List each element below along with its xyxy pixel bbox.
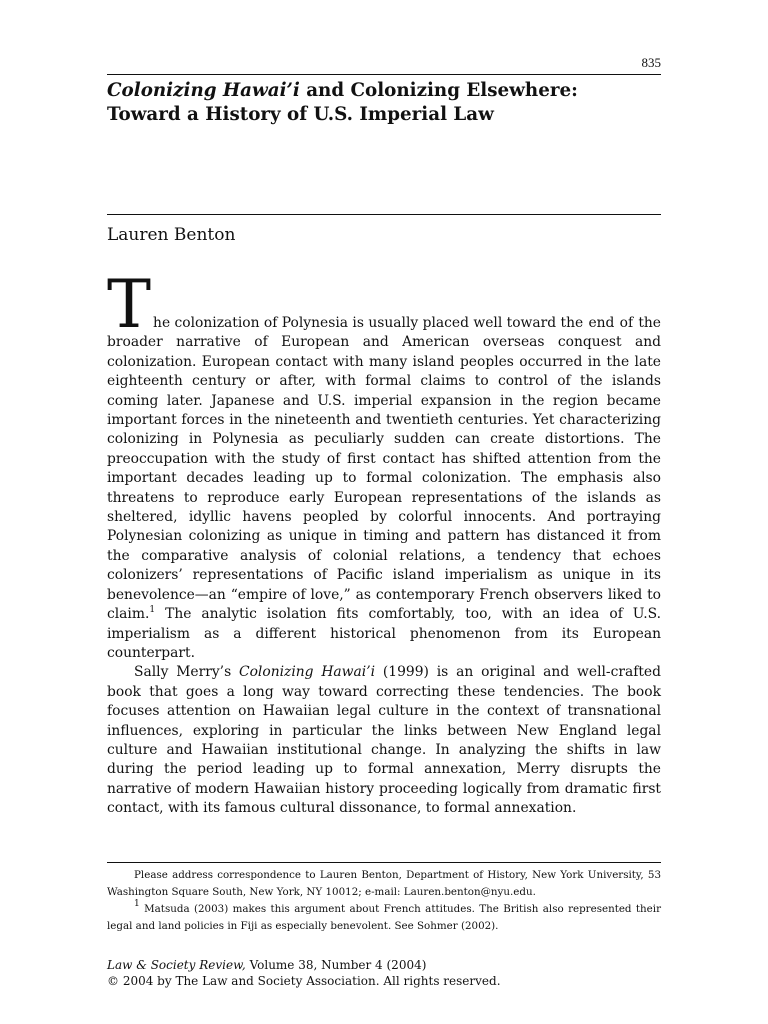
footnote-rule xyxy=(107,862,661,863)
title-rule xyxy=(107,214,661,215)
title-line-2: Toward a History of U.S. Imperial Law xyxy=(107,104,494,125)
paragraph-2 xyxy=(107,663,661,818)
paragraph-2-text: (1999) is an original and well-crafted book that goes a long way toward correcting these tendencies. The book focuses attention on Hawaiian legal culture in the context of transnational influences, exploring in particular the links between New England legal culture and Hawaiian institutional change. In analyzing the shifts in law during the period leading up to formal annexation, Merry disrupts the narrative of modern Hawaiian history proceeding logically from dramatic first contact, with its famous cultural dissonance, to formal annexation. xyxy=(107,664,661,817)
page-number: 835 xyxy=(641,55,661,70)
footnote-1-text: Matsuda (2003) makes this argument about French attitudes. The British also represented their legal and land policies in Fiji as especially benevolent. See Sohmer (2002). xyxy=(107,903,661,932)
journal-volume: Volume 38, Number 4 (2004) xyxy=(245,958,427,972)
book-title: Colonizing Hawai’i xyxy=(239,664,376,681)
header-rule xyxy=(107,74,661,75)
paragraph-2-lead: Sally Merry’s xyxy=(134,664,239,681)
journal-name: Law & Society Review, xyxy=(107,958,246,972)
footnote-1 xyxy=(107,901,661,935)
title-rest: and Colonizing Elsewhere: xyxy=(299,80,578,101)
journal-info xyxy=(107,957,667,989)
drop-cap: T xyxy=(107,266,152,343)
footnotes xyxy=(107,867,661,935)
journal-citation xyxy=(107,957,667,973)
article-title xyxy=(107,79,667,127)
footnote-1-number: 1 xyxy=(134,899,140,909)
footnote-ref-1[interactable]: 1 xyxy=(149,605,156,616)
copyright-line: © 2004 by The Law and Society Association. All rights reserved. xyxy=(107,974,501,988)
article-body xyxy=(107,266,661,819)
author-name: Lauren Benton xyxy=(107,225,236,245)
paragraph-1 xyxy=(107,266,661,663)
paragraph-1-tail: The analytic isolation fits comfortably, too, with an idea of U.S. imperialism as a different historical phenomenon from its European counterpart. xyxy=(107,606,661,661)
correspondence-note: Please address correspondence to Lauren Benton, Department of History, New York University, 53 Washington Square South, New York, NY 10012; e-mail: Lauren.benton@nyu.edu. xyxy=(107,869,661,898)
title-italic-part: Colonizing Hawai’i xyxy=(107,80,300,101)
paragraph-1-text: end of the broader narrative of European and American overseas conquest and colonization. European contact with many island peoples occurred in the late eighteenth century or after, with formal claims to control of the islands coming later. Japanese and U.S. imperial expansion in the region became important forces in the nineteenth and twentieth centuries. Yet characterizing colonizing in Polynesia as peculiarly sudden can create distortions. The preoccupation with the study of first contact has shifted attention from the important decades leading up to formal colonization. The emphasis also threatens to reproduce early European representations of the islands as sheltered, idyllic havens peopled by colorful innocents. And portraying Polynesian colonizing as unique in timing and pattern has distanced it from the comparative analysis of colonial relations, a tendency that echoes colonizers’ representations of Pacific island imperialism as unique in its benevolence—an “empire of love,” as contemporary French observers liked to claim. xyxy=(107,315,661,623)
paragraph-1-first-line: he colonization of Polynesia is usually placed well toward the xyxy=(153,315,584,331)
